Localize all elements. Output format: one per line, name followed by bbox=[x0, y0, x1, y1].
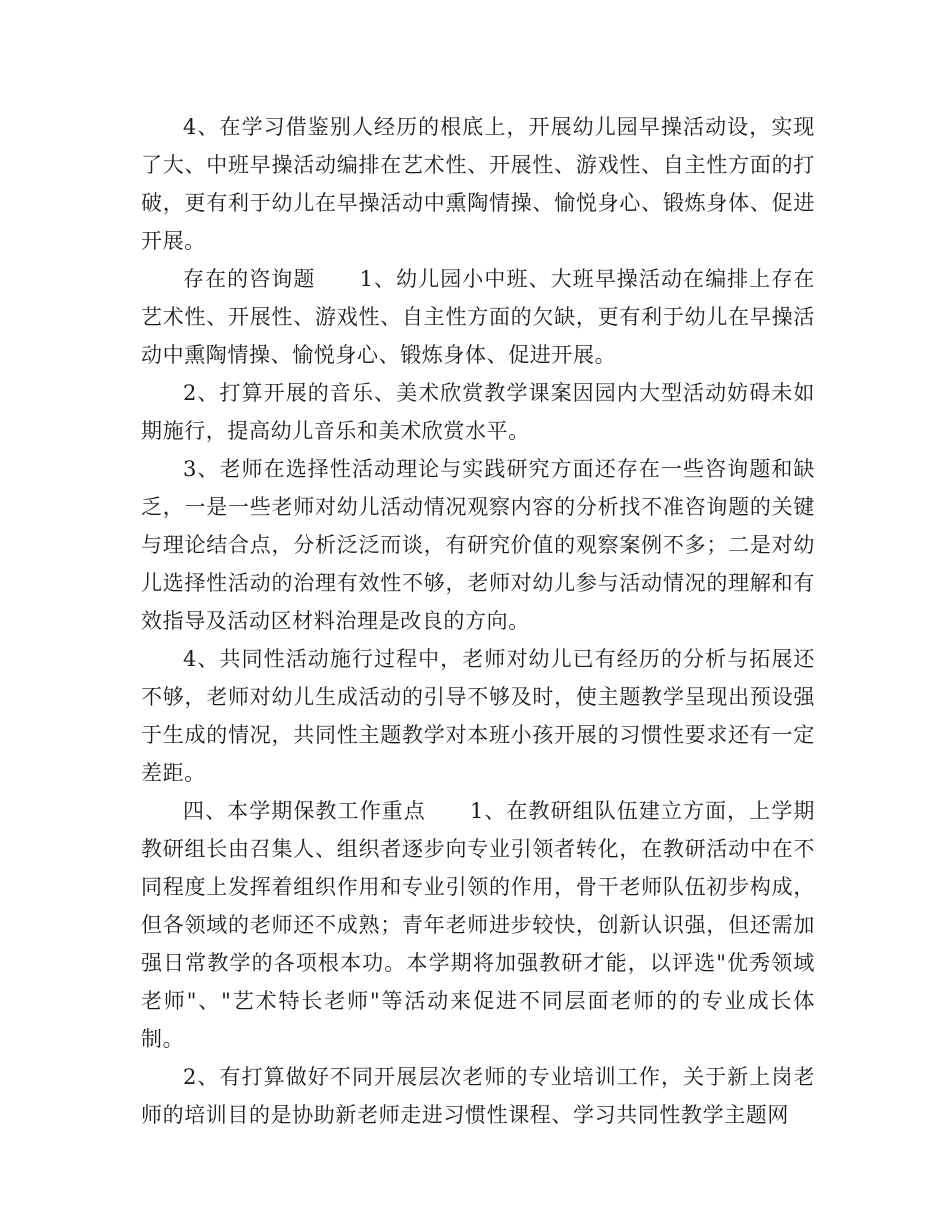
paragraph-7: 2、有打算做好不同开展层次老师的专业培训工作，关于新上岗老师的培训目的是协助新老师走进习惯性课程、学习共同性教学主题网 bbox=[141, 1065, 815, 1127]
paragraph-3: 2、打算开展的音乐、美术欣赏教学课案因园内大型活动妨碍未如期施行，提高幼儿音乐和美术欣赏水平。 bbox=[141, 381, 815, 443]
paragraph-2: 存在的咨询题 1、幼儿园小中班、大班早操活动在编排上存在艺术性、开展性、游戏性、自主性方面的欠缺，更有利于幼儿在早操活动中熏陶情操、愉悦身心、锻炼身体、促进开展。 bbox=[141, 267, 815, 367]
paragraph-1: 4、在学习借鉴别人经历的根底上，开展幼儿园早操活动设，实现了大、中班早操活动编排在艺术性、开展性、游戏性、自主性方面的打破，更有利于幼儿在早操活动中熏陶情操、愉悦身心、锻炼身体、促进开展。 bbox=[141, 115, 815, 253]
paragraph-6: 四、本学期保教工作重点 1、在教研组队伍建立方面，上学期教研组长由召集人、组织者逐步向专业引领者转化，在教研活动中在不同程度上发挥着组织作用和专业引领的作用，骨干老师队伍初步构成，但各领域的老师还不成熟；青年老师进步较快，创新认识强，但还需加强日常教学的各项根本功。本学期将加强教研才能，以评选"优秀领域老师"、"艺术特长老师"等活动来促进不同层面老师的的专业成长体制。 bbox=[141, 799, 815, 1051]
paragraph-4: 3、老师在选择性活动理论与实践研究方面还存在一些咨询题和缺乏，一是一些老师对幼儿活动情况观察内容的分析找不准咨询题的关键与理论结合点，分析泛泛而谈，有研究价值的观察案例不多；二是对幼儿选择性活动的治理有效性不够，老师对幼儿参与活动情况的理解和有效指导及活动区材料治理是改良的方向。 bbox=[141, 457, 815, 633]
paragraph-5: 4、共同性活动施行过程中，老师对幼儿已有经历的分析与拓展还不够，老师对幼儿生成活动的引导不够及时，使主题教学呈现出预设强于生成的情况，共同性主题教学对本班小孩开展的习惯性要求还有一定差距。 bbox=[141, 647, 815, 785]
document-body bbox=[141, 108, 815, 1134]
